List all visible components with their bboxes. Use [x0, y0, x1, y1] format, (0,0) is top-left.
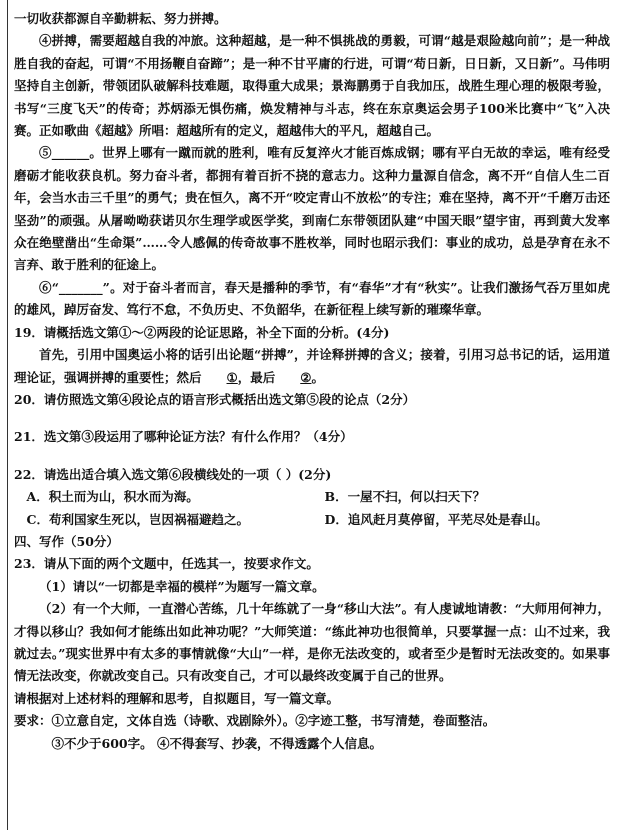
option-b: B．一屋不扫，何以扫天下？	[324, 489, 486, 505]
answer-space-20	[14, 411, 610, 426]
paragraph-5: ⑤______。世界上哪有一蹴而就的胜利，唯有反复淬火才能百炼成钢；哪有平白无故的幸运，唯有经受磨砺才能收获良机。努力奋斗者，都拥有着百折不挠的意志力。这种力量源自信念，离不开“自信人生二百年，会当水击三千里”的勇气；贵在恒久，离不开“咬定青山不放松”的专注；难在坚持，离不开“千磨万击还坚劲”的顽强。从屠呦呦获诺贝尔生理学或医学奖，到南仁东带领团队建“中国天眼”望宇宙，再到黄大发率众在绝壁凿出“生命渠”……令人感佩的传奇故事不胜枚举，同时也昭示我们：事业的成功，总是孕育在永不言弃、敢于胜利的征途上。	[14, 145, 610, 273]
q19-text-end: 。	[311, 369, 324, 385]
writing-instruction: 请根据对上述材料的理解和思考，自拟题目，写一篇文章。	[14, 690, 340, 706]
question-21: 21．选文第③段运用了哪种论证方法？有什么作用？（4分）	[14, 429, 353, 445]
q19-blank-2: ②	[300, 369, 312, 385]
paragraph-4: ④拼搏，需要超越自我的冲旅。这种超越，是一种不惧挑战的勇毅，可谓“越是艰险越向前”；是一种战胜自我的奋起，可谓“不用扬鞭自奋蹄”；是一种不甘平庸的行进，可谓“苟日新，日日新，又日新”。马伟明坚持自主创新，带领团队破解科技难题，取得重大成果；景海鹏勇于自我加压，战胜生理心理的极限考验，书写“三度飞天”的传奇；苏炳添无惧伤痛，焕发精神与斗志，终在东京奥运会男子100米比赛中“飞”入决赛。正如歌曲《超越》所唱：超越所有的定义，超越伟大的平凡，超越自己。	[14, 33, 610, 139]
answer-space-21	[14, 449, 610, 464]
paragraph-6: ⑥“_______”。对于奋斗者而言，春天是播种的季节，有“春华”才有“秋实”。让我们激扬气吞万里如虎的雄风，踔厉奋发、笃行不怠，不负历史、不负韶华，在新征程上续写新的璀璨华章。	[14, 279, 610, 318]
requirements-line-2: ③不少于600字。 ④不得套写、抄袭，不得透露个人信息。	[51, 735, 382, 751]
q19-text-mid: ，最后	[237, 369, 276, 385]
q19-text-pre: 首先，引用中国奥运小将的话引出论题“拼搏”，并诠释拼搏的含义；接着，引用习总书记的话，运用道理论证，强调拼搏的重要性；然后	[14, 347, 610, 385]
page-content	[14, 8, 610, 755]
passage-line-1: 一切收获都源自辛勤耕耘、努力拼搏。	[14, 11, 227, 26]
question-22: 22．请选出适合填入选文第⑥段横线处的一项（ ）(2分)	[14, 466, 332, 482]
topic-1: （1）请以“一切都是幸福的模样”为题写一篇文章。	[39, 578, 325, 594]
question-22-options	[14, 486, 610, 531]
requirements-line-1: 要求：①立意自定，文体自选（诗歌、戏剧除外）。②字迹工整，书写清楚，卷面整洁。	[14, 713, 496, 729]
option-a: A．积土而为山，积水而为海。	[26, 489, 199, 505]
question-19: 19．请概括选文第①～②两段的论证思路，补全下面的分析。(4分)	[14, 324, 390, 340]
q19-blank-1: ①	[226, 369, 238, 385]
margin-line	[7, 0, 8, 830]
question-19-analysis	[14, 344, 610, 389]
section-4-heading: 四、写作（50分）	[14, 533, 119, 549]
option-c: C．苟利国家生死以，岂因祸福避趋之。	[26, 511, 249, 527]
question-23: 23．请从下面的两个文题中，任选其一，按要求作文。	[14, 556, 319, 572]
option-d: D．追风赶月莫停留，平芜尽处是春山。	[324, 511, 548, 527]
topic-2: （2）有一个大师，一直潜心苦练，几十年练就了一身“移山大法”。有人虔诚地请教：“大师用何神力，才得以移山？我如何才能练出如此神功呢？”大师笑道：“练此神功也很简单，只要掌握一点：山不过来，我就过去。”现实世界中有太多的事情就像“大山”一样，是你无法改变的，或者至少是暂时无法改变的。如果事情无法改变，你就改变自己。只有改变自己，才可以最终改变属于自己的世界。	[14, 601, 610, 684]
question-20: 20．请仿照选文第④段论点的语言形式概括出选文第⑤段的论点（2分）	[14, 391, 416, 407]
